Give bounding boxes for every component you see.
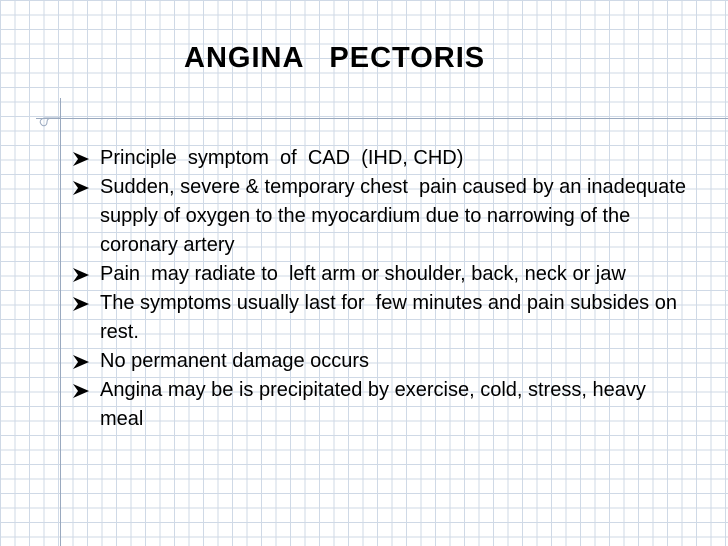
slide-title: ANGINA PECTORIS — [184, 42, 486, 74]
bullet-text: Sudden, severe & temporary chest pain caused by an inadequate supply of oxygen to the myocardium due to narrowing of the coronary artery — [100, 176, 692, 256]
vertical-margin-rule — [60, 98, 61, 546]
arrow-bullet-icon — [72, 289, 100, 318]
corner-loop-icon — [36, 108, 60, 130]
arrow-bullet-icon — [72, 376, 100, 405]
bullet-item — [72, 173, 696, 260]
bullet-item — [72, 289, 696, 347]
bullet-text: Principle symptom of CAD (IHD, CHD) — [100, 147, 464, 169]
bullet-text: The symptoms usually last for few minutes and pain subsides on rest. — [100, 292, 683, 343]
horizontal-margin-rule — [36, 118, 728, 119]
bullet-item — [72, 260, 696, 289]
bullet-item — [72, 144, 696, 173]
arrow-bullet-icon — [72, 144, 100, 173]
arrow-bullet-icon — [72, 173, 100, 202]
bullet-text: Angina may be is precipitated by exercise, cold, stress, heavy meal — [100, 379, 657, 430]
bullet-item — [72, 347, 696, 376]
bullet-list — [72, 144, 696, 434]
bullet-item — [72, 376, 696, 434]
arrow-bullet-icon — [72, 347, 100, 376]
bullet-text: Pain may radiate to left arm or shoulder, back, neck or jaw — [100, 263, 626, 285]
bullet-text: No permanent damage occurs — [100, 350, 370, 372]
arrow-bullet-icon — [72, 260, 100, 289]
